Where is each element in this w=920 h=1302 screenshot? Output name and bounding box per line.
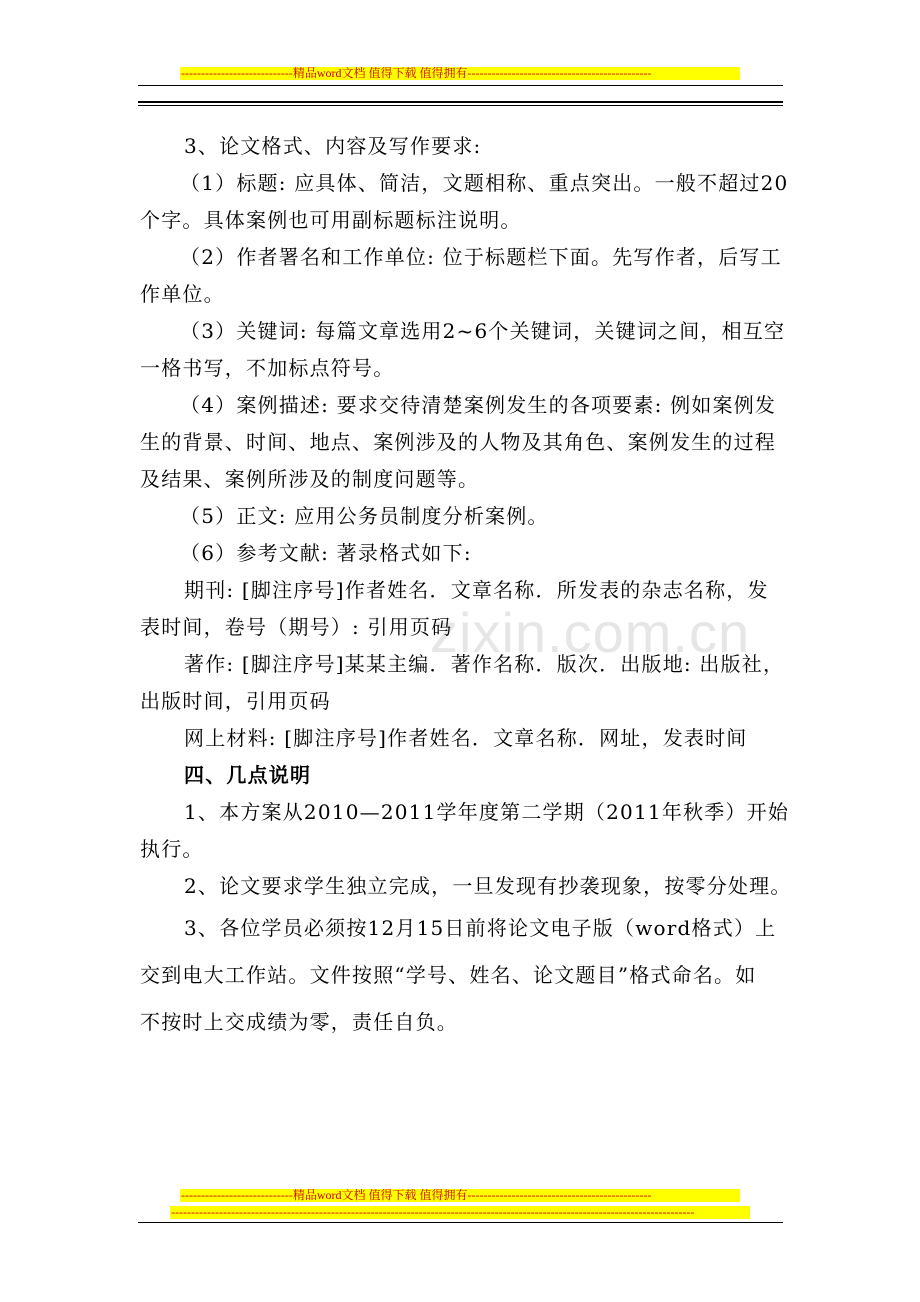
header-banner: ----------------------------精品word文档 值得下载 值得拥有----------------------------------------------	[180, 67, 740, 80]
footer-rule	[138, 1222, 783, 1223]
paragraph-line: 表时间，卷号（期号）: 引用页码	[140, 615, 453, 639]
paragraph-line: 出版时间，引用页码	[140, 689, 331, 713]
footer-banner-dashes: -----------------------------------------------------------------------------------------------------------------------------------	[170, 1206, 750, 1219]
footer-banner: ----------------------------精品word文档 值得下载 值得拥有----------------------------------------------	[180, 1189, 740, 1202]
header-rule-thin-2	[138, 105, 783, 106]
paragraph-line: 期刊: [脚注序号]作者姓名．文章名称．所发表的杂志名称，发	[184, 578, 769, 602]
paragraph-line: 执行。	[140, 837, 204, 861]
paragraph-line: 3、论文格式、内容及写作要求:	[184, 134, 482, 158]
paragraph-line: （6）参考文献: 著录格式如下:	[180, 541, 472, 565]
paragraph-line: 2、论文要求学生独立完成，一旦发现有抄袭现象，按零分处理。	[184, 874, 792, 898]
paragraph-line: （2）作者署名和工作单位: 位于标题栏下面。先写作者，后写工	[180, 245, 782, 269]
header-rule-thick	[138, 101, 783, 103]
paragraph-line: 作单位。	[140, 282, 225, 306]
paragraph-line: 个字。具体案例也可用副标题标注说明。	[140, 208, 522, 232]
paragraph-line: （4）案例描述: 要求交待清楚案例发生的各项要素: 例如案例发	[180, 393, 777, 417]
document-body	[140, 128, 790, 1046]
watermark: zixin.com.cn	[430, 601, 751, 664]
paragraph-line: （1）标题: 应具体、简洁，文题相称、重点突出。一般不超过20	[180, 171, 789, 195]
header-rule-thin	[138, 85, 783, 86]
paragraph-line: 及结果、案例所涉及的制度问题等。	[140, 467, 480, 491]
section-heading: 四、几点说明	[184, 763, 312, 787]
paragraph-line: （3）关键词: 每篇文章选用2~6个关键词，关键词之间，相互空	[180, 319, 786, 343]
paragraph-line: 网上材料: [脚注序号]作者姓名．文章名称．网址，发表时间	[184, 726, 748, 750]
paragraph-line: 一格书写，不加标点符号。	[140, 356, 395, 380]
paragraph-line: 生的背景、时间、地点、案例涉及的人物及其角色、案例发生的过程	[140, 430, 776, 454]
paragraph-line: 交到电大工作站。文件按照“学号、姓名、论文题目”格式命名。如	[140, 963, 757, 987]
paragraph-line: 不按时上交成绩为零，责任自负。	[140, 1010, 458, 1034]
paragraph-line: 1、本方案从2010—2011学年度第二学期（2011年秋季）开始	[184, 800, 790, 824]
paragraph-line: （5）正文: 应用公务员制度分析案例。	[180, 504, 549, 528]
paragraph-line: 著作: [脚注序号]某某主编．著作名称．版次．出版地: 出版社，	[184, 652, 785, 676]
paragraph-line: 3、各位学员必须按12月15日前将论文电子版（word格式）上	[184, 916, 777, 940]
